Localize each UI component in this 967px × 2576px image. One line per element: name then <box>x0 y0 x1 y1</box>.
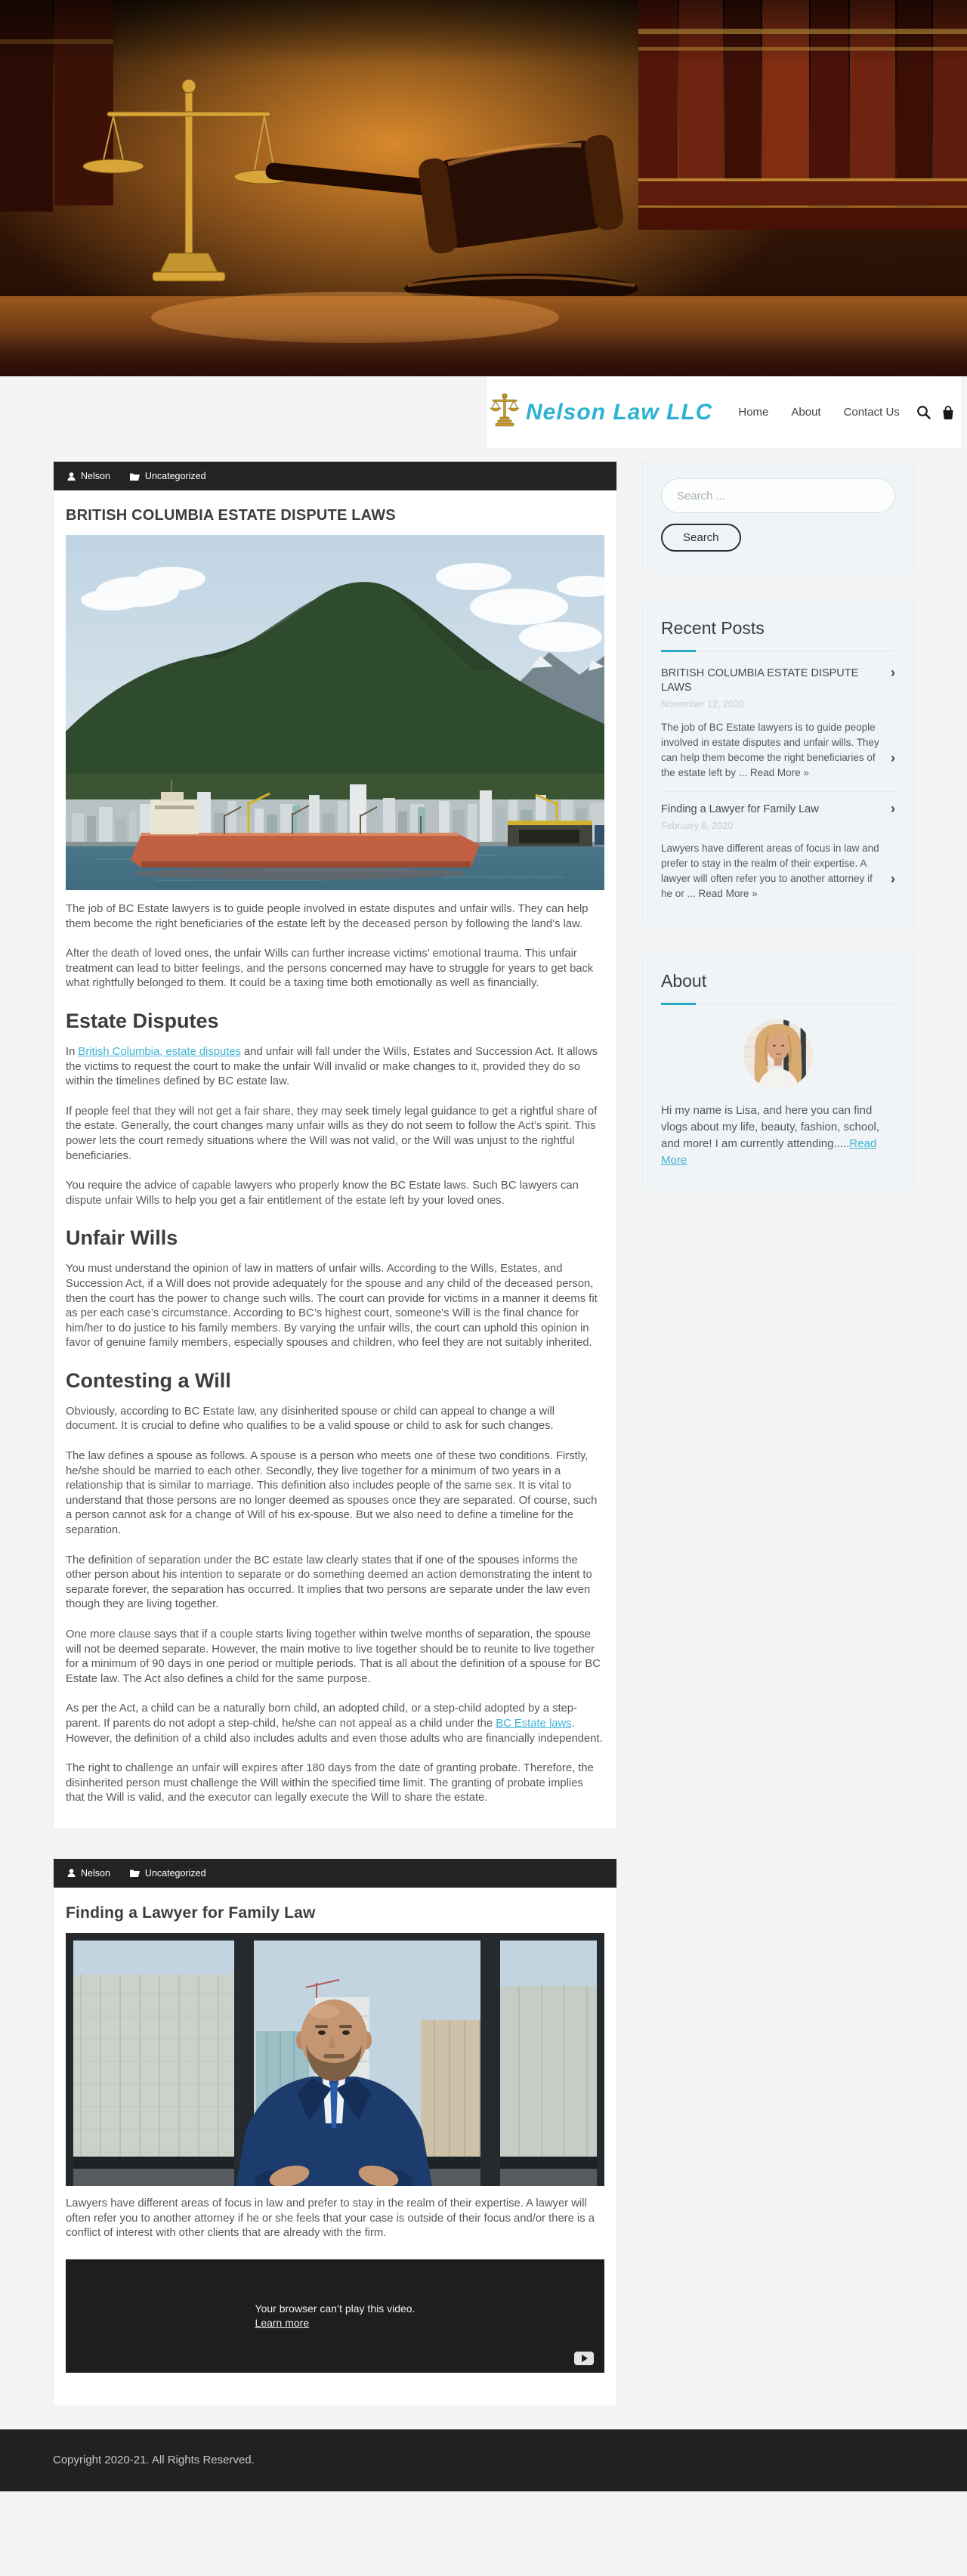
read-more-link[interactable]: Read More » <box>749 766 809 778</box>
youtube-play-button[interactable] <box>574 2352 594 2365</box>
video-player[interactable] <box>66 2259 604 2373</box>
recent-post-date: February 6, 2020 <box>661 820 734 831</box>
recent-post-item <box>661 666 895 791</box>
section-heading-contesting-a-will: Contesting a Will <box>66 1368 231 1392</box>
nav-home[interactable]: Home <box>738 406 769 419</box>
search-button[interactable]: Search <box>661 524 741 552</box>
section-heading-unfair-wills: Unfair Wills <box>66 1226 178 1250</box>
widget-title: About <box>661 971 707 991</box>
post-title[interactable]: Finding a Lawyer for Family Law <box>66 1903 316 1922</box>
vancouver-skyline-image <box>66 535 604 890</box>
scales-of-justice-logo-icon <box>490 393 520 431</box>
main-nav <box>738 406 899 419</box>
post-title[interactable]: BRITISH COLUMBIA ESTATE DISPUTE LAWS <box>66 507 396 524</box>
recent-post-title[interactable]: Finding a Lawyer for Family Law <box>661 802 819 815</box>
chevron-right-icon[interactable]: › <box>891 750 895 765</box>
search-input[interactable] <box>661 478 895 513</box>
bc-estate-laws-link[interactable]: BC Estate laws <box>496 1717 572 1730</box>
estate-disputes-link[interactable]: British Columbia, estate disputes <box>78 1045 241 1058</box>
chevron-right-icon[interactable]: › <box>891 665 895 680</box>
site-logo[interactable] <box>490 393 712 431</box>
post-meta-bar <box>54 462 616 490</box>
lawyer-video-thumbnail <box>66 1933 604 2186</box>
paragraph: You must understand the opinion of law in matters of unfair wills. According to the Wills, Estates, and Succession Act, if a Will does not provide adequately for the spouse and any child of the deceased person, then the court has the power to change such wills. The court can provide for victims in a manner it deems fit as per each case’s circumstance. According to BC’s highest court, someone’s Will is the final chance for him/her to do justice to his family members. By varying the unfair wills, the court can uphold this opinion in favor of genuine family members, especially spouses and children, who feel they are not suitably inherited. <box>66 1263 598 1350</box>
copyright-text: Copyright 2020-21. All Rights Reserved. <box>53 2454 255 2467</box>
video-error-message: Your browser can’t play this video. Learn more <box>255 2302 416 2329</box>
nav-contact[interactable]: Contact Us <box>843 406 900 419</box>
site-header <box>0 376 967 448</box>
justice-scales-gavel-photo <box>0 0 967 376</box>
recent-posts-widget <box>642 601 914 926</box>
chevron-right-icon[interactable]: › <box>891 871 895 886</box>
paragraph: The law defines a spouse as follows. A spouse is a person who meets one of these two conditions. Firstly, he/she should be married to each other. Secondly, they live together for a minimum of two years in a relationship that is similar to marriage. This definition also includes people of the same sex. It is vital to understand that those persons are no longer deemed as spouses once they are separated. Of course, such a person cannot ask for a change of Will of his ex-spouse. But we also need to define a timeline for the separation. <box>66 1450 598 1537</box>
folder-icon <box>130 1869 140 1877</box>
about-bio: Hi my name is Lisa, and here you can find vlogs about my life, beauty, fashion, school, and more! I am currently attending.....Read More <box>661 1104 880 1167</box>
paragraph: One more clause says that if a couple starts living together within twelve months of separation, the spouse will not be deemed separate. However, the main motive to live together should be to reunite to live together for a minimum of 90 days in one period or multiple periods. That is all about the definition of a spouse for BC Estate law. The Act also defines a child for the same purpose. <box>66 1628 601 1685</box>
paragraph: You require the advice of capable lawyers who properly know the BC Estate laws. Such BC lawyers can dispute unfair Wills to help you get a fair entitlement of the estate left by your loved ones. <box>66 1180 579 1207</box>
post-category-link[interactable]: Uncategorized <box>130 1868 206 1879</box>
paragraph: Lawyers have different areas of focus in law and prefer to stay in the realm of their expertise. A lawyer will often refer you to another attorney if he or she feels that your case is outside of their focus and/or there is a conflict of interest with other clients that are already with the firm. <box>66 2197 595 2240</box>
chevron-right-icon[interactable]: › <box>891 800 895 816</box>
site-title: Nelson Law LLC <box>526 399 713 425</box>
main-column <box>53 461 617 2429</box>
person-icon <box>67 472 76 481</box>
paragraph: Obviously, according to BC Estate law, any disinherited spouse or child can appeal to change a will document. It is crucial to define who qualifies to be a valid spouse or child to ask for such changes. <box>66 1405 555 1433</box>
section-heading-estate-disputes: Estate Disputes <box>66 1009 219 1032</box>
post-category-link[interactable]: Uncategorized <box>130 471 206 481</box>
about-read-more-link[interactable]: Read More <box>661 1137 877 1167</box>
search-widget <box>642 461 914 574</box>
widget-title: Recent Posts <box>661 618 765 638</box>
about-widget <box>642 954 914 1189</box>
paragraph: The job of BC Estate lawyers is to guide people involved in estate disputes and unfair wills. They can help them become the right beneficiaries of the estate left by the deceased person by following the land’s law. <box>66 903 589 930</box>
read-more-link[interactable]: Read More » <box>698 888 758 899</box>
paragraph: As per the Act, a child can be a naturally born child, an adopted child, or a step-child adopted by a step-parent. If parents do not adopt a step-child, he/she can not appeal as a child under the BC Estate laws. However, the definition of a child also includes adults and even those adults who are financially independent. <box>66 1702 603 1745</box>
post-author-link[interactable]: Nelson <box>67 471 110 481</box>
learn-more-link[interactable]: Learn more <box>255 2316 310 2329</box>
search-icon[interactable] <box>916 405 931 420</box>
widget-title-underline <box>661 1003 895 1004</box>
folder-icon <box>130 472 140 481</box>
paragraph: After the death of loved ones, the unfair Wills can further increase victims’ emotional trauma. This unfair treatment can lead to bitter feelings, and the persons concerned may have to struggle for years to get back what rightfully belonged to them. It could be a taxing time both emotionally as well as financially. <box>66 948 594 990</box>
site-footer <box>0 2429 967 2491</box>
sidebar <box>642 461 914 1217</box>
post-estate-dispute <box>53 461 617 1829</box>
paragraph: In British Columbia, estate disputes and unfair will fall under the Wills, Estates and Succession Act. It allows the victims to request the court to make the unfair Will invalid or make changes to it, provided they do so within the timelines defined by BC estate law. <box>66 1045 598 1088</box>
recent-post-excerpt: Lawyers have different areas of focus in law and prefer to stay in the realm of their expertise. A lawyer will often refer you to another attorney if he or ... Read More » › <box>661 843 895 899</box>
hero-image <box>0 0 967 376</box>
paragraph: If people feel that they will not get a fair share, they may seek timely legal guidance to get a rightful share of the estate. Generally, the court changes many unfair wills as they do not seem to follow the Act’s spirit. This power lets the court remedy situations where the Will was not valid, or the Will was unjust to the rightful beneficiaries. <box>66 1105 598 1162</box>
avatar <box>743 1019 813 1089</box>
person-icon <box>67 1869 76 1877</box>
recent-post-excerpt: The job of BC Estate lawyers is to guide people involved in estate disputes and unfair wills. They can help them become the right beneficiaries of the estate left by ... Read More » › <box>661 721 895 778</box>
paragraph: The definition of separation under the BC estate law clearly states that if one of the spouses informs the other person about his intention to separate or do something deemed an action demonstrating the intent to separate forever, the separation has occurred. It implies that two persons are separate under the law even though they are living together. <box>66 1554 592 1611</box>
shopping-bag-icon[interactable] <box>941 405 956 420</box>
post-author-link[interactable]: Nelson <box>67 1868 110 1879</box>
recent-post-title[interactable]: BRITISH COLUMBIA ESTATE DISPUTE LAWS <box>661 667 859 694</box>
recent-post-item <box>661 791 895 907</box>
recent-post-date: November 12, 2020 <box>661 699 744 710</box>
paragraph: The right to challenge an unfair will expires after 180 days from the date of granting probate. Therefore, the disinherited person must challenge the Will within the specified time limit. The granting of probate implies that the Will is valid, and the executor can legally execute the Will to share the estate. <box>66 1762 594 1804</box>
post-family-law <box>53 1858 617 2407</box>
nav-about[interactable]: About <box>791 406 821 419</box>
post-meta-bar <box>54 1859 616 1888</box>
